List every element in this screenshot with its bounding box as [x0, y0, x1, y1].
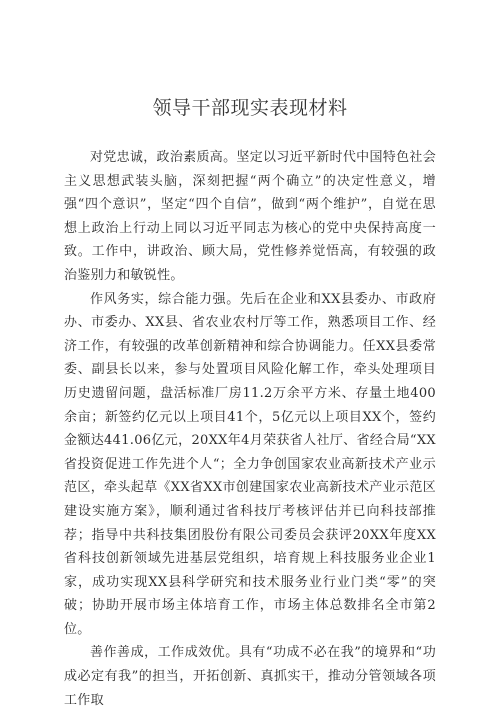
paragraph-political-loyalty: 对党忠诚，政治素质高。坚定以习近平新时代中国特色社会主义思想武装头脑，深刻把握“两个确立”的决定性意义，增强“四个意识”，坚定“四个自信”，做到“两个维护”，自觉在思想上政治上行动上同以习近平同志为核心的党中央保持高度一致。工作中，讲政治、顾大局，党性修养觉悟高，有较强的政治鉴别力和敏锐性。: [64, 150, 436, 283]
paragraph-work-results: 善作善成，工作成效优。具有“功成不必在我”的境界和“功成必定有我”的担当，开拓创新、真抓实干，推动分管领域各项工作取: [64, 645, 436, 708]
document-title: 领导干部现实表现材料: [152, 97, 348, 119]
paragraph-work-style: 作风务实，综合能力强。先后在企业和XX县委办、市政府办、市委办、XX县、省农业农村厅等工作，熟悉项目工作、经济工作，有较强的改革创新精神和综合协调能力。任XX县委常委、副县长以来，参与处置项目风险化解工作，牵头处理项目历史遗留问题，盘活标准厂房11.2万余平方米、存量土地400余亩；新签约亿元以上项目41个，5亿元以上项目XX个，签约金额达441.06亿元，20XX年4月荣获省人社厅、省经合局“XX省投资促进工作先进个人“；全力争创国家农业高新技术产业示范区，牵头起草《XX省XX市创建国家农业高新技术产业示范区建设实施方案》，顺利通过省科技厅考核评估并已向科技部推荐；指导中共科技集团股份有限公司委员会获评20XX年度XX省科技创新领域先进基层党组织，培育规上科技服务业企业1家，成功实现XX县科学研究和技术服务业行业门类“零”的突破；协助开展市场主体培育工作，市场主体总数排名全市第2位。: [64, 291, 436, 637]
document-body: [64, 146, 436, 712]
